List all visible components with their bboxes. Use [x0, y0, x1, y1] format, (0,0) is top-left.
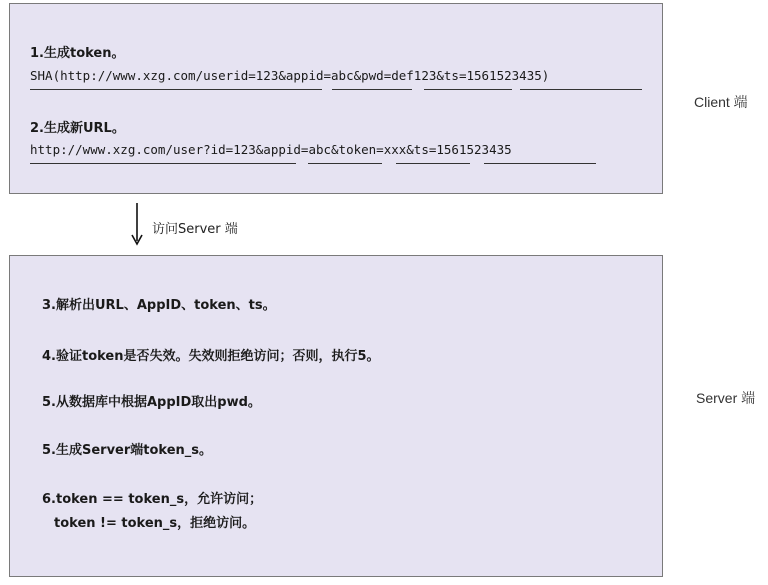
step2-underline-ts — [484, 163, 596, 164]
step2-underline-appid — [308, 163, 382, 164]
step2-code: http://www.xzg.com/user?id=123&appid=abc&token=xxx&ts=1561523435 — [30, 142, 512, 157]
server-step5b: 5.生成Server端token_s。 — [42, 443, 213, 458]
step1-underline-appid — [332, 89, 412, 90]
server-step5a: 5.从数据库中根据AppID取出pwd。 — [42, 395, 261, 410]
step1-underline-url — [30, 89, 322, 90]
server-step6b: token != token_s，拒绝访问。 — [54, 516, 256, 531]
step2-underline-token — [396, 163, 470, 164]
step2-title: 2.生成新URL。 — [30, 121, 125, 136]
step1-underline-pwd — [424, 89, 512, 90]
server-step4: 4.验证token是否失效。失效则拒绝访问；否则，执行5。 — [42, 349, 380, 364]
step1-underline-ts — [520, 89, 642, 90]
step1-code: SHA(http://www.xzg.com/userid=123&appid=abc&pwd=def123&ts=1561523435) — [30, 68, 550, 83]
server-step3: 3.解析出URL、AppID、token、ts。 — [42, 298, 276, 313]
client-box — [9, 3, 663, 194]
step2-underline-url — [30, 163, 296, 164]
server-side-label: Server 端 — [696, 390, 756, 406]
step1-title: 1.生成token。 — [30, 46, 125, 61]
client-side-label: Client 端 — [694, 94, 748, 110]
server-step6a: 6.token == token_s，允许访问； — [42, 492, 263, 507]
server-box — [9, 255, 663, 577]
transition-label: 访问Server 端 — [152, 222, 238, 237]
down-arrow-icon — [130, 203, 144, 247]
